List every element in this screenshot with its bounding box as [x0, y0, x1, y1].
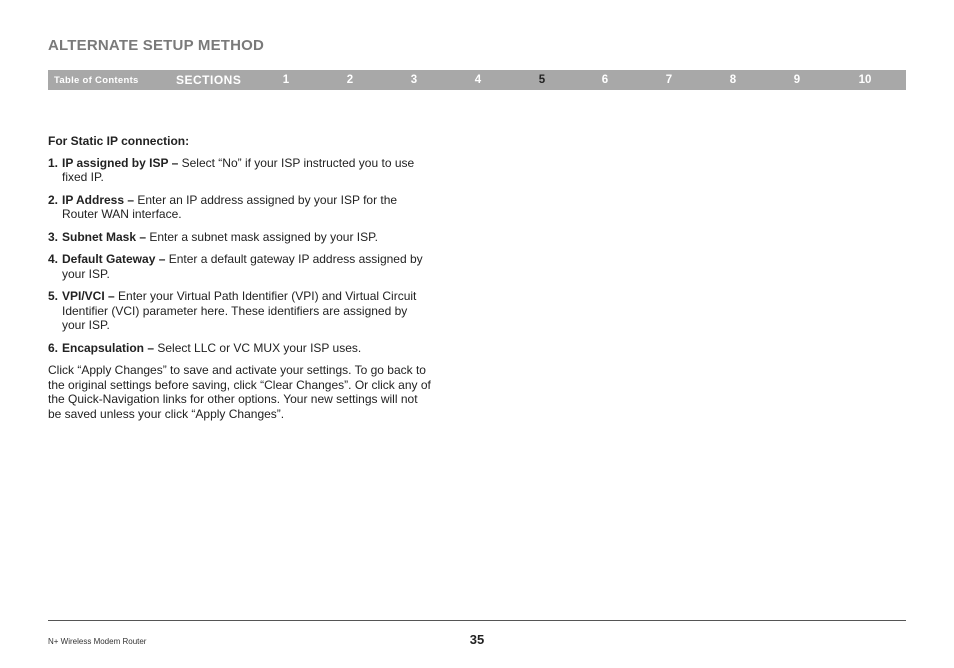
list-item [48, 230, 433, 245]
footer-divider [48, 620, 906, 621]
section-title: ALTERNATE SETUP METHOD [48, 37, 265, 54]
page-number: 35 [469, 632, 485, 647]
nav-section-1[interactable]: 1 [282, 74, 290, 86]
item-text: Enter your Virtual Path Identifier (VPI) and Virtual Circuit Identifier (VCI) parameter here. These identifiers are assigned by your ISP. [62, 289, 417, 332]
table-of-contents-link[interactable]: Table of Contents [54, 75, 139, 86]
main-content [48, 134, 433, 421]
footer-product-name: N+ Wireless Modem Router [48, 637, 147, 646]
nav-section-9[interactable]: 9 [793, 74, 801, 86]
list-item [48, 289, 433, 333]
nav-section-6[interactable]: 6 [601, 74, 609, 86]
item-term: IP Address – [62, 192, 135, 207]
item-term: Default Gateway – [62, 252, 166, 266]
item-number: 3. [48, 229, 59, 244]
content-heading: For Static IP connection: [48, 134, 190, 148]
item-number: 5. [48, 289, 59, 303]
item-term: Subnet Mask – [62, 229, 147, 244]
item-text: Enter an IP address assigned by your ISP for the Router WAN interface. [62, 192, 398, 221]
item-number: 2. [48, 192, 59, 207]
item-text: Select LLC or VC MUX your ISP uses. [154, 340, 362, 355]
list-item [48, 341, 433, 356]
nav-section-3[interactable]: 3 [410, 74, 418, 86]
item-term: IP assigned by ISP – [62, 155, 179, 170]
item-term: VPI/VCI – [62, 289, 115, 303]
list-item [48, 156, 433, 185]
nav-section-4[interactable]: 4 [474, 74, 482, 86]
item-text: Select “No” if your ISP instructed you to use fixed IP. [62, 155, 415, 184]
item-text: Enter a default gateway IP address assigned by your ISP. [62, 252, 423, 281]
nav-section-10[interactable]: 10 [858, 74, 872, 86]
list-item [48, 193, 433, 222]
nav-section-8[interactable]: 8 [729, 74, 737, 86]
settings-list [48, 156, 433, 356]
item-text: Enter a subnet mask assigned by your ISP. [146, 229, 378, 244]
sections-label: SECTIONS [176, 73, 242, 87]
nav-section-2[interactable]: 2 [346, 74, 354, 86]
list-item [48, 252, 433, 281]
quick-navigation-bar [48, 70, 906, 90]
item-term: Encapsulation – [62, 340, 155, 355]
item-number: 4. [48, 252, 59, 266]
item-number: 6. [48, 340, 59, 355]
closing-paragraph: Click “Apply Changes” to save and activate your settings. To go back to the original settings before saving, click “Clear Changes”. Or click any of the Quick-Navigation links for other options. Your new settings will not be saved unless your click “Apply Changes”. [48, 363, 431, 421]
nav-section-5[interactable]: 5 [538, 74, 546, 86]
item-number: 1. [48, 155, 59, 170]
nav-section-7[interactable]: 7 [665, 74, 673, 86]
